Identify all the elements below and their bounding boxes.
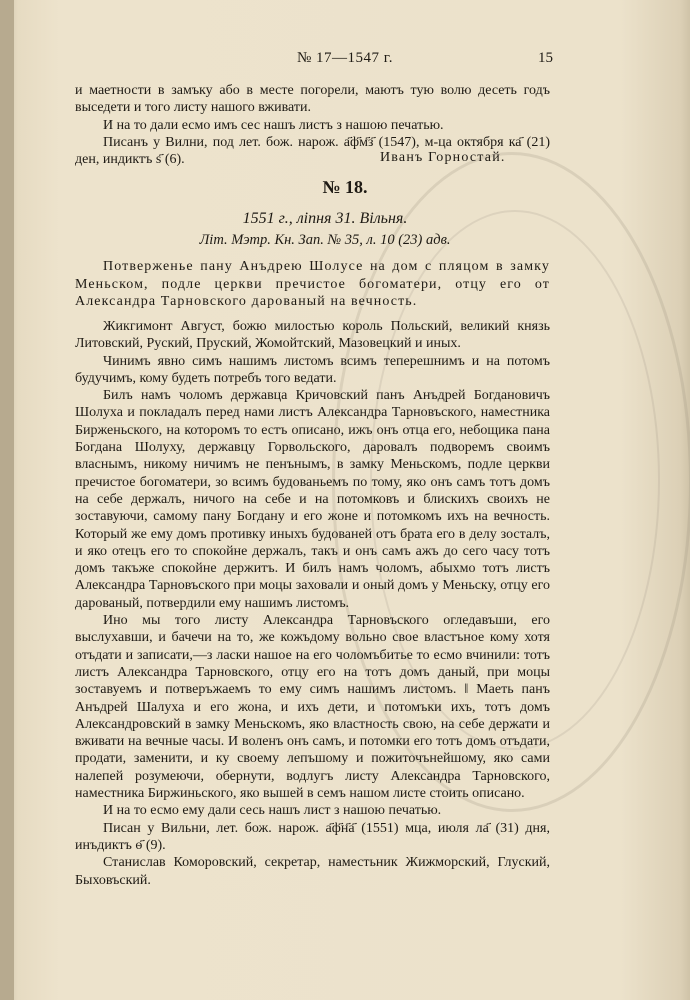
header-title: № 17—1547 г.	[296, 50, 394, 66]
body-paragraph: Жикгимонт Август, божю милостью король Польский, великий князь Литовский, Руский, Пруский, Жомойтский, Мазовецкий и иных.	[75, 319, 550, 352]
body-paragraph: И на то есмо ему дали сесь нашъ лист з нашою печатью.	[103, 803, 442, 819]
doc18-date: 1551 г., ліпня 31. Вільня.	[242, 210, 408, 227]
doc17-paragraph: И на то дали есмо имъ сес нашъ листъ з нашою печатью.	[103, 117, 444, 133]
page-number: 15	[538, 50, 553, 66]
summary-text: Потверженье пану Анъдрею Шолусе на дом с пляцом в замку Меньском, подле церкви пречистое богоматери, отцу его от Александра Тарновского дарованый на вечность.	[75, 259, 550, 309]
doc17-paragraph: и маетности в замъку або в месте погорели, маютъ тую волю десеть годъ выседети и того листу нашого вживати.	[75, 83, 550, 116]
doc18-body	[75, 318, 550, 889]
doc18-summary	[75, 258, 550, 311]
body-paragraph: Станислав Коморовский, секретар, наместьник Жижморский, Глуский, Быховъский.	[75, 855, 550, 888]
body-paragraph: Чинимъ явно симъ нашимъ листомъ всимъ теперешнимъ и на потомъ будучимъ, кому будеть потребъ того ведати.	[75, 353, 550, 386]
body-paragraph: Писан у Вильни, лет. бож. нарож. а҃ф҃н҃а҃ (1551) мца, июля ла҃ (31) дня, инъдиктъ ѳ҃ (9).	[75, 820, 550, 853]
doc17-paragraph: Писанъ у Вилни, под лет. бож. нарож. а҃ф҃м҃з҃ (1547), м-ца октября ка҃ (21) ден, индиктъ ѕ҃ (6).	[75, 134, 550, 168]
doc17-signature: Иванъ Горностай.	[380, 150, 506, 165]
doc18-number: № 18.	[322, 177, 368, 197]
body-paragraph: Ино мы того листу Александра Тарновъского огледавъши, его выслухавши, и бачечи на то, же кожъдому вольно свое властъное кому хотя отъдати и записати,—з ласки нашое на его чоломъбитье то есмо вчинили: тотъ листъ Александра Тарновского, отцу его на тотъ домъ даный, при моцы зоставуемъ и потверъжаемъ то ему симъ нашимъ листомъ. ‖ Маеть панъ Анъдрей Шалуха и его жона, и ихъ дети, и потомъки ихъ, тотъ домъ Александровский в замку Меньскомъ, яко властность свою, на себе держати и вживати на вечные часы. И воленъ онъ самъ, и потомки его тотъ домъ отъдати, продати, заменити, и ку своему лепъшому и пожиточънейшому, яко сами налепей розумеючи, обернути, водлугъ листу Александра Тарновского, наместника Биржиньского, яко вышей в семъ нашом листе стоить описано.	[75, 613, 550, 802]
body-paragraph: Билъ намъ чоломъ державца Кричовский панъ Анъдрей Богдановичъ Шолуха и покладалъ перед нами листъ Александра Тарновъского, наместника Бирженьского, на которомъ то естъ описано, ижъ онъ отца его, небощика пана Богдана Шолуху, держaвцу Горвольского, даровалъ подворемъ своимъ власнымъ, никому ничимъ не пенънымъ, в замку Меньскомъ, подле церкви пречистое богоматери, зо всимъ будованьемъ по тому, яко онъ самъ тотъ домъ на себе держалъ, ничого на себе и на потомковъ и блискихъ своихъ не зоставуючи, самому пану Богдану и его жоне и потомкомъ ихъ на вечность. Который же ему домъ противку иныхъ будованей отъ брата его в делу зосталъ, и яко отецъ его то спокойне держалъ, такъ и онъ самъ ажъ до сего часу тотъ домъ такъже спокойне держитъ. И билъ намъ чоломъ, абыхмо тотъ листъ Александра Тарновъского при моцы заховали и оный домъ у Меньску, отцу его дарованый, потвердили ему нашимъ листомъ.	[75, 388, 550, 611]
doc18-source: Літ. Мэтр. Кн. Зап. № 35, л. 10 (23) адв.	[199, 232, 451, 248]
running-header	[0, 50, 690, 74]
binding-shadow	[0, 0, 14, 1000]
